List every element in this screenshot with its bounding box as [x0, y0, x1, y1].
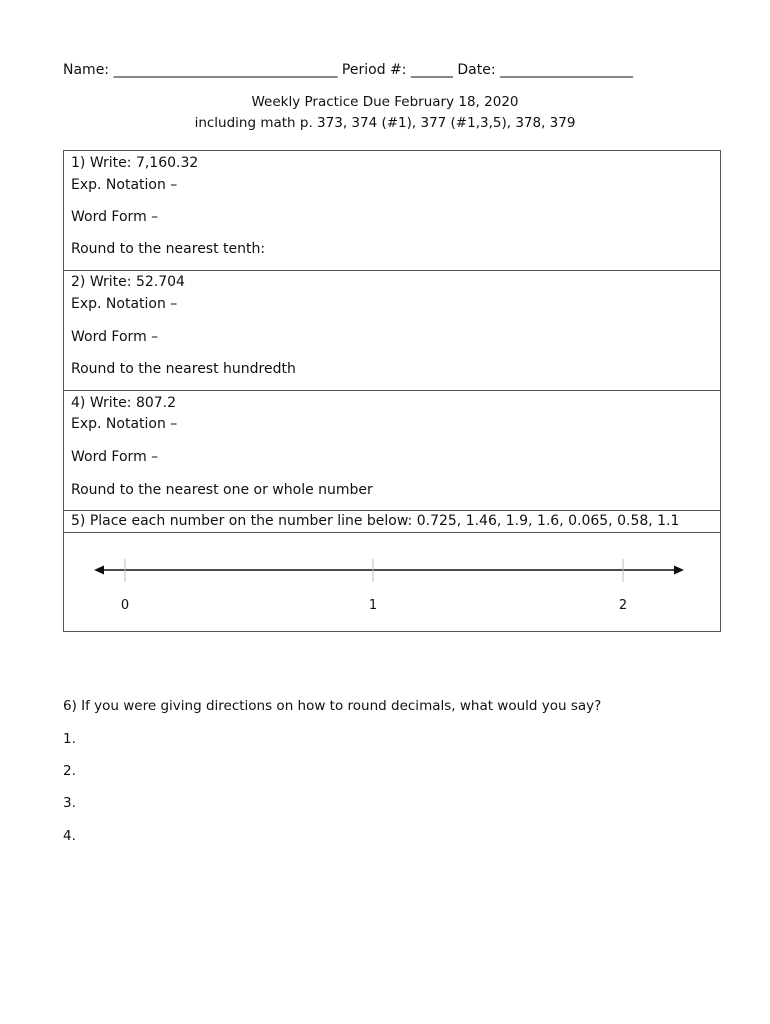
- answer-line-4: 4.: [63, 828, 76, 844]
- answer-line-1: 1.: [63, 731, 76, 747]
- problem-4-exp-notation: Exp. Notation –: [71, 416, 178, 432]
- page-subtitle: including math p. 373, 374 (#1), 377 (#1,3,5), 378, 379: [194, 115, 576, 131]
- problem-2-write: 2) Write: 52.704: [71, 274, 185, 290]
- problem-4-round: Round to the nearest one or whole number: [71, 482, 373, 498]
- problem-1-write: 1) Write: 7,160.32: [71, 155, 199, 171]
- problem-2-exp-notation: Exp. Notation –: [71, 296, 178, 312]
- left-arrow-icon: [94, 566, 104, 575]
- right-arrow-icon: [674, 566, 684, 575]
- problem-2-round: Round to the nearest hundredth: [71, 361, 296, 377]
- number-line-prompt-cell: [64, 511, 720, 533]
- number-line-cell: [64, 533, 720, 631]
- answer-line-2: 2.: [63, 763, 76, 779]
- problems-table: [63, 150, 721, 632]
- tick-label-1: 1: [368, 598, 378, 613]
- problem-2-word-form: Word Form –: [71, 329, 159, 345]
- number-line: [64, 533, 720, 631]
- tick-label-0: 0: [120, 598, 130, 613]
- problem-4-word-form: Word Form –: [71, 449, 159, 465]
- answer-line-3: 3.: [63, 795, 76, 811]
- tick-label-2: 2: [618, 598, 628, 613]
- number-line-prompt: 5) Place each number on the number line below: 0.725, 1.46, 1.9, 1.6, 0.065, 0.58, 1.1: [71, 513, 680, 529]
- problem-1-round: Round to the nearest tenth:: [71, 241, 266, 257]
- question-6: 6) If you were giving directions on how to round decimals, what would you say?: [63, 698, 602, 714]
- problem-4-cell: [64, 391, 720, 511]
- page-title: Weekly Practice Due February 18, 2020: [251, 94, 519, 110]
- name-period-date-line: Name: ________________________________ Period #: ______ Date: ___________________: [63, 62, 634, 78]
- problem-1-exp-notation: Exp. Notation –: [71, 177, 178, 193]
- problem-1-cell: [64, 151, 720, 271]
- problem-1-word-form: Word Form –: [71, 209, 159, 225]
- problem-4-write: 4) Write: 807.2: [71, 395, 177, 411]
- problem-2-cell: [64, 271, 720, 391]
